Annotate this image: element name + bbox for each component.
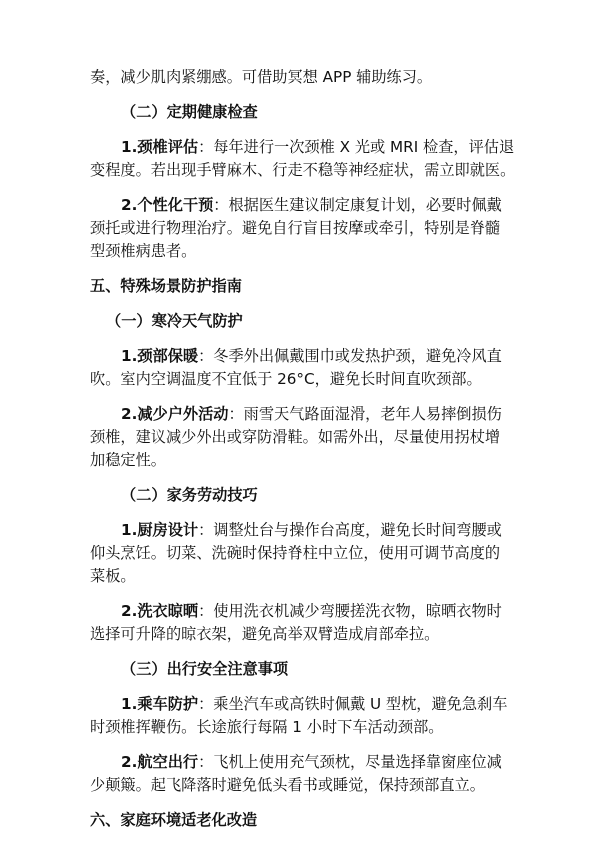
paragraph-car-protection: 1.乘车防护：乘坐汽车或高铁时佩戴 U 型枕，避免急刹车 时颈椎挥鞭伤。长途旅行每隔 1 小时下车活动颈部。 <box>90 695 508 736</box>
item-label: 1.颈椎评估 <box>121 138 199 156</box>
subsection-heading-cold-weather: （一）寒冷天气防护 <box>106 312 243 330</box>
section-heading-special-scenarios: 五、特殊场景防护指南 <box>90 277 242 295</box>
intro-line: 奏，减少肌肉紧绷感。可借助冥想 APP 辅助练习。 <box>90 68 433 86</box>
paragraph-personal-intervention: 2.个性化干预：根据医生建议制定康复计划，必要时佩戴 颈托或进行物理治疗。避免自行盲目按摩或牵引，特别是脊髓 型颈椎病患者。 <box>90 196 502 260</box>
subsection-heading-health-check: （二）定期健康检查 <box>121 103 258 121</box>
paragraph-kitchen-design: 1.厨房设计：调整灶台与操作台高度，避免长时间弯腰或 仰头烹饪。切菜、洗碗时保持脊柱中立位，使用可调节高度的 菜板。 <box>90 521 502 585</box>
item-label: 1.颈部保暖 <box>121 347 199 365</box>
item-label: 2.个性化干预 <box>121 196 214 214</box>
section-heading-home-adaptation: 六、家庭环境适老化改造 <box>90 811 258 829</box>
paragraph-reduce-outdoor: 2.减少户外活动：雨雪天气路面湿滑，老年人易摔倒损伤 颈椎，建议减少外出或穿防滑鞋。如需外出，尽量使用拐杖增 加稳定性。 <box>90 405 502 469</box>
item-label: 1.厨房设计 <box>121 521 199 539</box>
paragraph-laundry: 2.洗衣晾晒：使用洗衣机减少弯腰搓洗衣物，晾晒衣物时 选择可升降的晾衣架，避免高举双臂造成肩部牵拉。 <box>90 602 502 643</box>
subsection-heading-travel-safety: （三）出行安全注意事项 <box>121 660 289 678</box>
item-label: 2.洗衣晾晒 <box>121 602 199 620</box>
paragraph-neck-assessment: 1.颈椎评估：每年进行一次颈椎 X 光或 MRI 检查，评估退 变程度。若出现手臂麻木、行走不稳等神经症状，需立即就医。 <box>90 138 516 179</box>
paragraph-air-travel: 2.航空出行：飞机上使用充气颈枕，尽量选择靠窗座位减 少颠簸。起飞降落时避免低头看书或睡觉，保持颈部直立。 <box>90 753 502 794</box>
document-page <box>90 66 530 844</box>
item-label: 1.乘车防护 <box>121 695 199 713</box>
intro-paragraph <box>90 66 530 89</box>
paragraph-neck-warmth: 1.颈部保暖：冬季外出佩戴围巾或发热护颈，避免冷风直 吹。室内空调温度不宜低于 26°C，避免长时间直吹颈部。 <box>90 347 502 388</box>
item-label: 2.减少户外活动 <box>121 405 229 423</box>
subsection-heading-housework: （二）家务劳动技巧 <box>121 486 258 504</box>
item-label: 2.航空出行 <box>121 753 199 771</box>
